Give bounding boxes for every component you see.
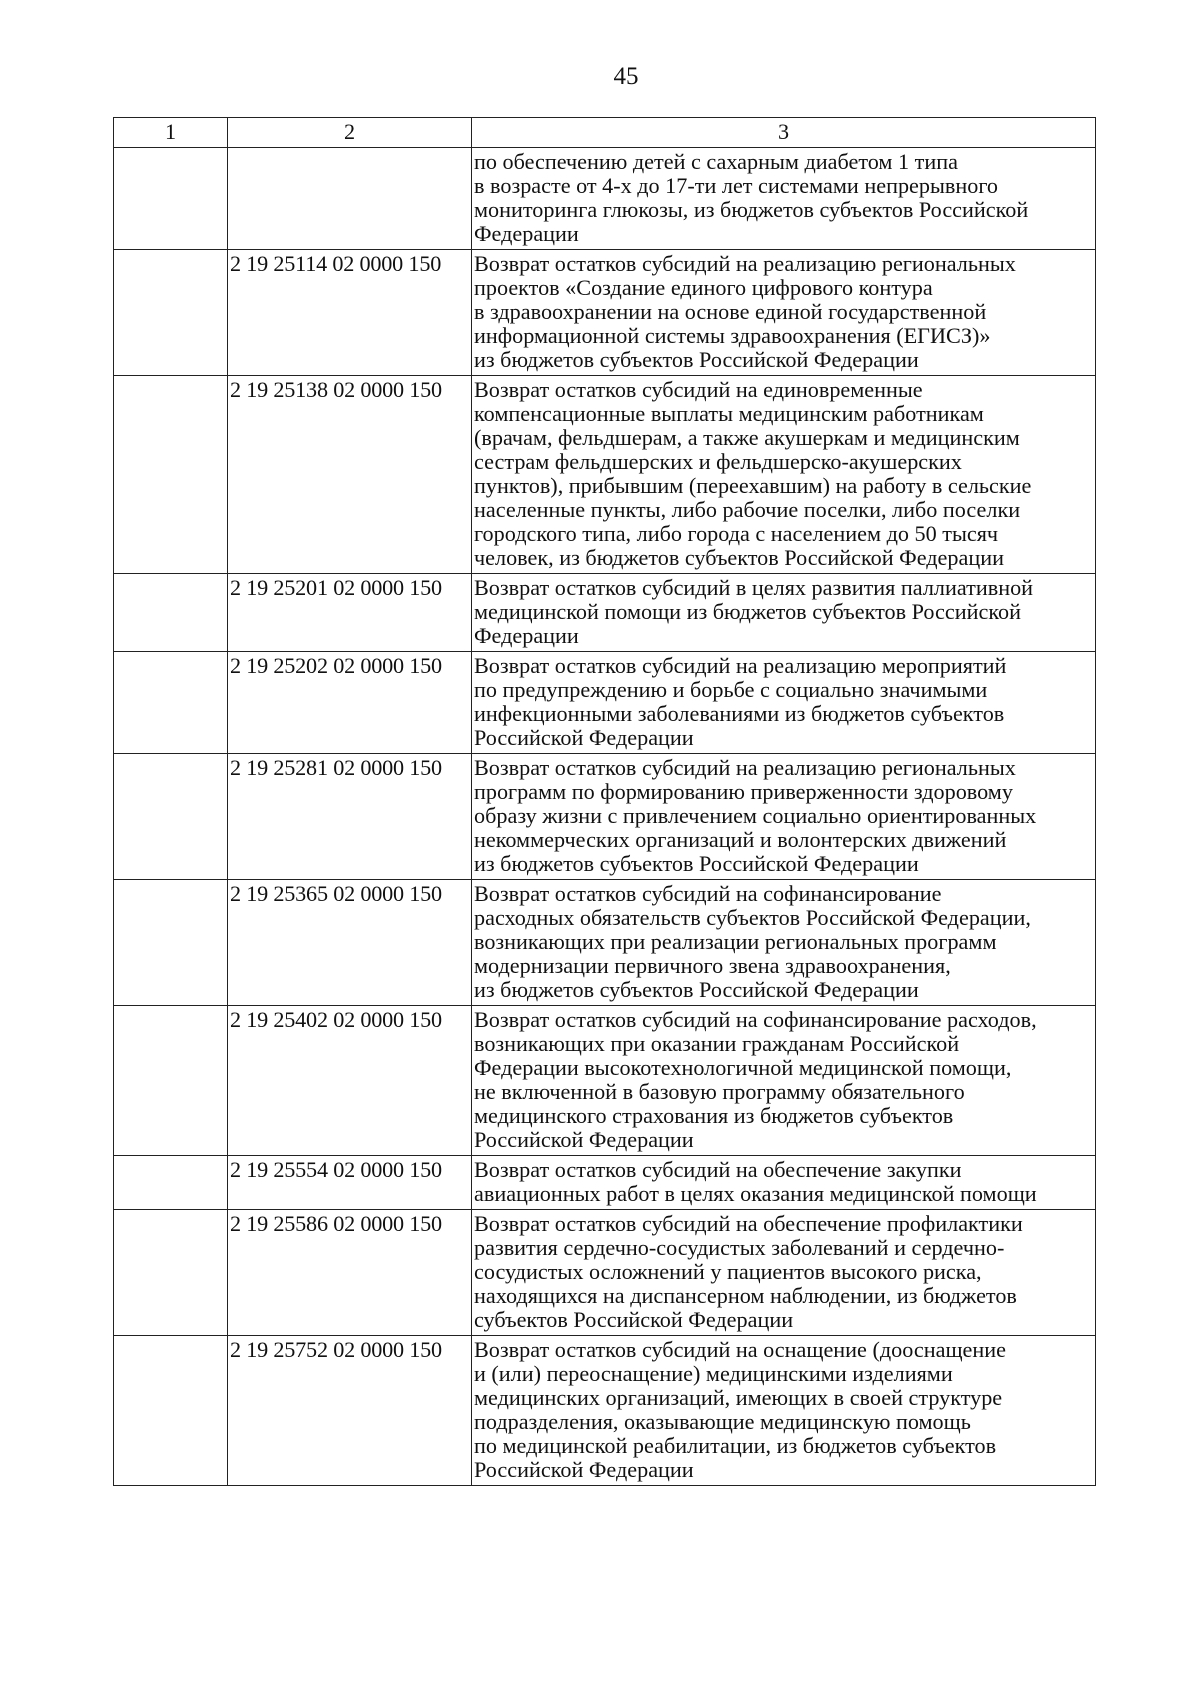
description-line: Возврат остатков субсидий на обеспечение профилактики (474, 1211, 1023, 1236)
description-line: Возврат остатков субсидий на оснащение (дооснащение (474, 1337, 1006, 1362)
description-line: Возврат остатков субсидий в целях развития паллиативной (474, 575, 1034, 600)
table-row (114, 1156, 1096, 1210)
description-line: мониторинга глюкозы, из бюджетов субъектов Российской (474, 197, 1029, 222)
description-line: Возврат остатков субсидий на софинансирование (474, 881, 942, 906)
description-line: по предупреждению и борьбе с социально значимыми (474, 677, 988, 702)
description-line: Возврат остатков субсидий на обеспечение закупки (474, 1157, 962, 1182)
description-line: (врачам, фельдшерам, а также акушеркам и медицинским (474, 425, 1020, 450)
description-line: населенные пункты, либо рабочие поселки, либо поселки (474, 497, 1021, 522)
description-line: Российской Федерации (474, 1127, 694, 1152)
row-number-cell (114, 376, 228, 574)
description-line: из бюджетов субъектов Российской Федерации (474, 977, 919, 1002)
column-header-2: 2 (228, 118, 472, 148)
column-header-1: 1 (114, 118, 228, 148)
description-line: информационной системы здравоохранения (ЕГИСЗ)» (474, 323, 991, 348)
description-line: подразделения, оказывающие медицинскую помощь (474, 1409, 971, 1434)
table-row (114, 376, 1096, 574)
description-line: медицинского страхования из бюджетов субъектов (474, 1103, 954, 1128)
description-cell (472, 376, 1096, 574)
description-line: пунктов), прибывшим (переехавшим) на работу в сельские (474, 473, 1032, 498)
table-row (114, 574, 1096, 652)
budget-codes-table (113, 117, 1096, 1486)
description-line: субъектов Российской Федерации (474, 1307, 794, 1332)
table-row (114, 880, 1096, 1006)
description-cell (472, 250, 1096, 376)
table-row (114, 1006, 1096, 1156)
description-line: Возврат остатков субсидий на реализацию региональных (474, 251, 1016, 276)
description-line: сестрам фельдшерских и фельдшерско-акушерских (474, 449, 962, 474)
table-row (114, 754, 1096, 880)
budget-code-cell: 2 19 25201 02 0000 150 (228, 574, 472, 652)
description-line: возникающих при оказании гражданам Российской (474, 1031, 960, 1056)
description-line: инфекционными заболеваниями из бюджетов субъектов (474, 701, 1005, 726)
row-number-cell (114, 574, 228, 652)
description-cell (472, 652, 1096, 754)
description-line: модернизации первичного звена здравоохранения, (474, 953, 951, 978)
row-number-cell (114, 1156, 228, 1210)
description-cell (472, 1006, 1096, 1156)
description-line: Федерации (474, 623, 579, 648)
table-row (114, 250, 1096, 376)
description-line: городского типа, либо города с населением до 50 тысяч (474, 521, 999, 546)
description-line: из бюджетов субъектов Российской Федерации (474, 347, 919, 372)
row-number-cell (114, 652, 228, 754)
budget-code-cell: 2 19 25138 02 0000 150 (228, 376, 472, 574)
row-number-cell (114, 1006, 228, 1156)
description-line: возникающих при реализации региональных программ (474, 929, 997, 954)
description-line: по медицинской реабилитации, из бюджетов субъектов (474, 1433, 997, 1458)
description-cell (472, 574, 1096, 652)
description-line: в возрасте от 4-х до 17-ти лет системами непрерывного (474, 173, 998, 198)
description-line: развития сердечно-сосудистых заболеваний и сердечно- (474, 1235, 1005, 1260)
table-row (114, 1210, 1096, 1336)
description-cell (472, 1336, 1096, 1486)
description-cell (472, 148, 1096, 250)
page-number: 45 (613, 63, 639, 90)
budget-code-cell: 2 19 25365 02 0000 150 (228, 880, 472, 1006)
description-line: образу жизни с привлечением социально ориентированных (474, 803, 1037, 828)
description-line: находящихся на диспансерном наблюдении, из бюджетов (474, 1283, 1017, 1308)
description-line: медицинских организаций, имеющих в своей структуре (474, 1385, 1003, 1410)
description-line: и (или) переоснащение) медицинскими изделиями (474, 1361, 953, 1386)
description-line: из бюджетов субъектов Российской Федерации (474, 851, 919, 876)
budget-code-cell: 2 19 25202 02 0000 150 (228, 652, 472, 754)
description-cell (472, 1210, 1096, 1336)
description-line: расходных обязательств субъектов Российской Федерации, (474, 905, 1031, 930)
table-row (114, 148, 1096, 250)
budget-code-cell: 2 19 25586 02 0000 150 (228, 1210, 472, 1336)
row-number-cell (114, 1336, 228, 1486)
budget-code-cell (228, 148, 472, 250)
description-line: Российской Федерации (474, 725, 694, 750)
description-line: в здравоохранении на основе единой государственной (474, 299, 987, 324)
row-number-cell (114, 880, 228, 1006)
budget-code-cell: 2 19 25752 02 0000 150 (228, 1336, 472, 1486)
description-line: Федерации (474, 221, 579, 246)
table-row (114, 1336, 1096, 1486)
description-line: некоммерческих организаций и волонтерских движений (474, 827, 1007, 852)
description-line: Федерации высокотехнологичной медицинской помощи, (474, 1055, 1012, 1080)
row-number-cell (114, 250, 228, 376)
budget-code-cell: 2 19 25281 02 0000 150 (228, 754, 472, 880)
description-line: Возврат остатков субсидий на реализацию региональных (474, 755, 1016, 780)
table-row (114, 652, 1096, 754)
budget-code-cell: 2 19 25402 02 0000 150 (228, 1006, 472, 1156)
description-line: Возврат остатков субсидий на софинансирование расходов, (474, 1007, 1037, 1032)
description-line: Возврат остатков субсидий на реализацию мероприятий (474, 653, 1007, 678)
row-number-cell (114, 1210, 228, 1336)
description-line: человек, из бюджетов субъектов Российской Федерации (474, 545, 1004, 570)
row-number-cell (114, 754, 228, 880)
description-line: не включенной в базовую программу обязательного (474, 1079, 965, 1104)
description-cell (472, 1156, 1096, 1210)
description-line: Возврат остатков субсидий на единовременные (474, 377, 923, 402)
row-number-cell (114, 148, 228, 250)
description-line: компенсационные выплаты медицинским работникам (474, 401, 984, 426)
description-line: медицинской помощи из бюджетов субъектов Российской (474, 599, 1021, 624)
description-cell (472, 880, 1096, 1006)
description-line: проектов «Создание единого цифрового контура (474, 275, 933, 300)
description-line: авиационных работ в целях оказания медицинской помощи (474, 1181, 1037, 1206)
budget-code-cell: 2 19 25114 02 0000 150 (228, 250, 472, 376)
description-line: Российской Федерации (474, 1457, 694, 1482)
description-cell (472, 754, 1096, 880)
budget-code-cell: 2 19 25554 02 0000 150 (228, 1156, 472, 1210)
column-header-3: 3 (472, 118, 1096, 148)
table-body (114, 148, 1096, 1486)
description-line: по обеспечению детей с сахарным диабетом 1 типа (474, 149, 958, 174)
table-header-row (114, 118, 1096, 148)
description-line: программ по формированию приверженности здоровому (474, 779, 1013, 804)
description-line: сосудистых осложнений у пациентов высокого риска, (474, 1259, 982, 1284)
